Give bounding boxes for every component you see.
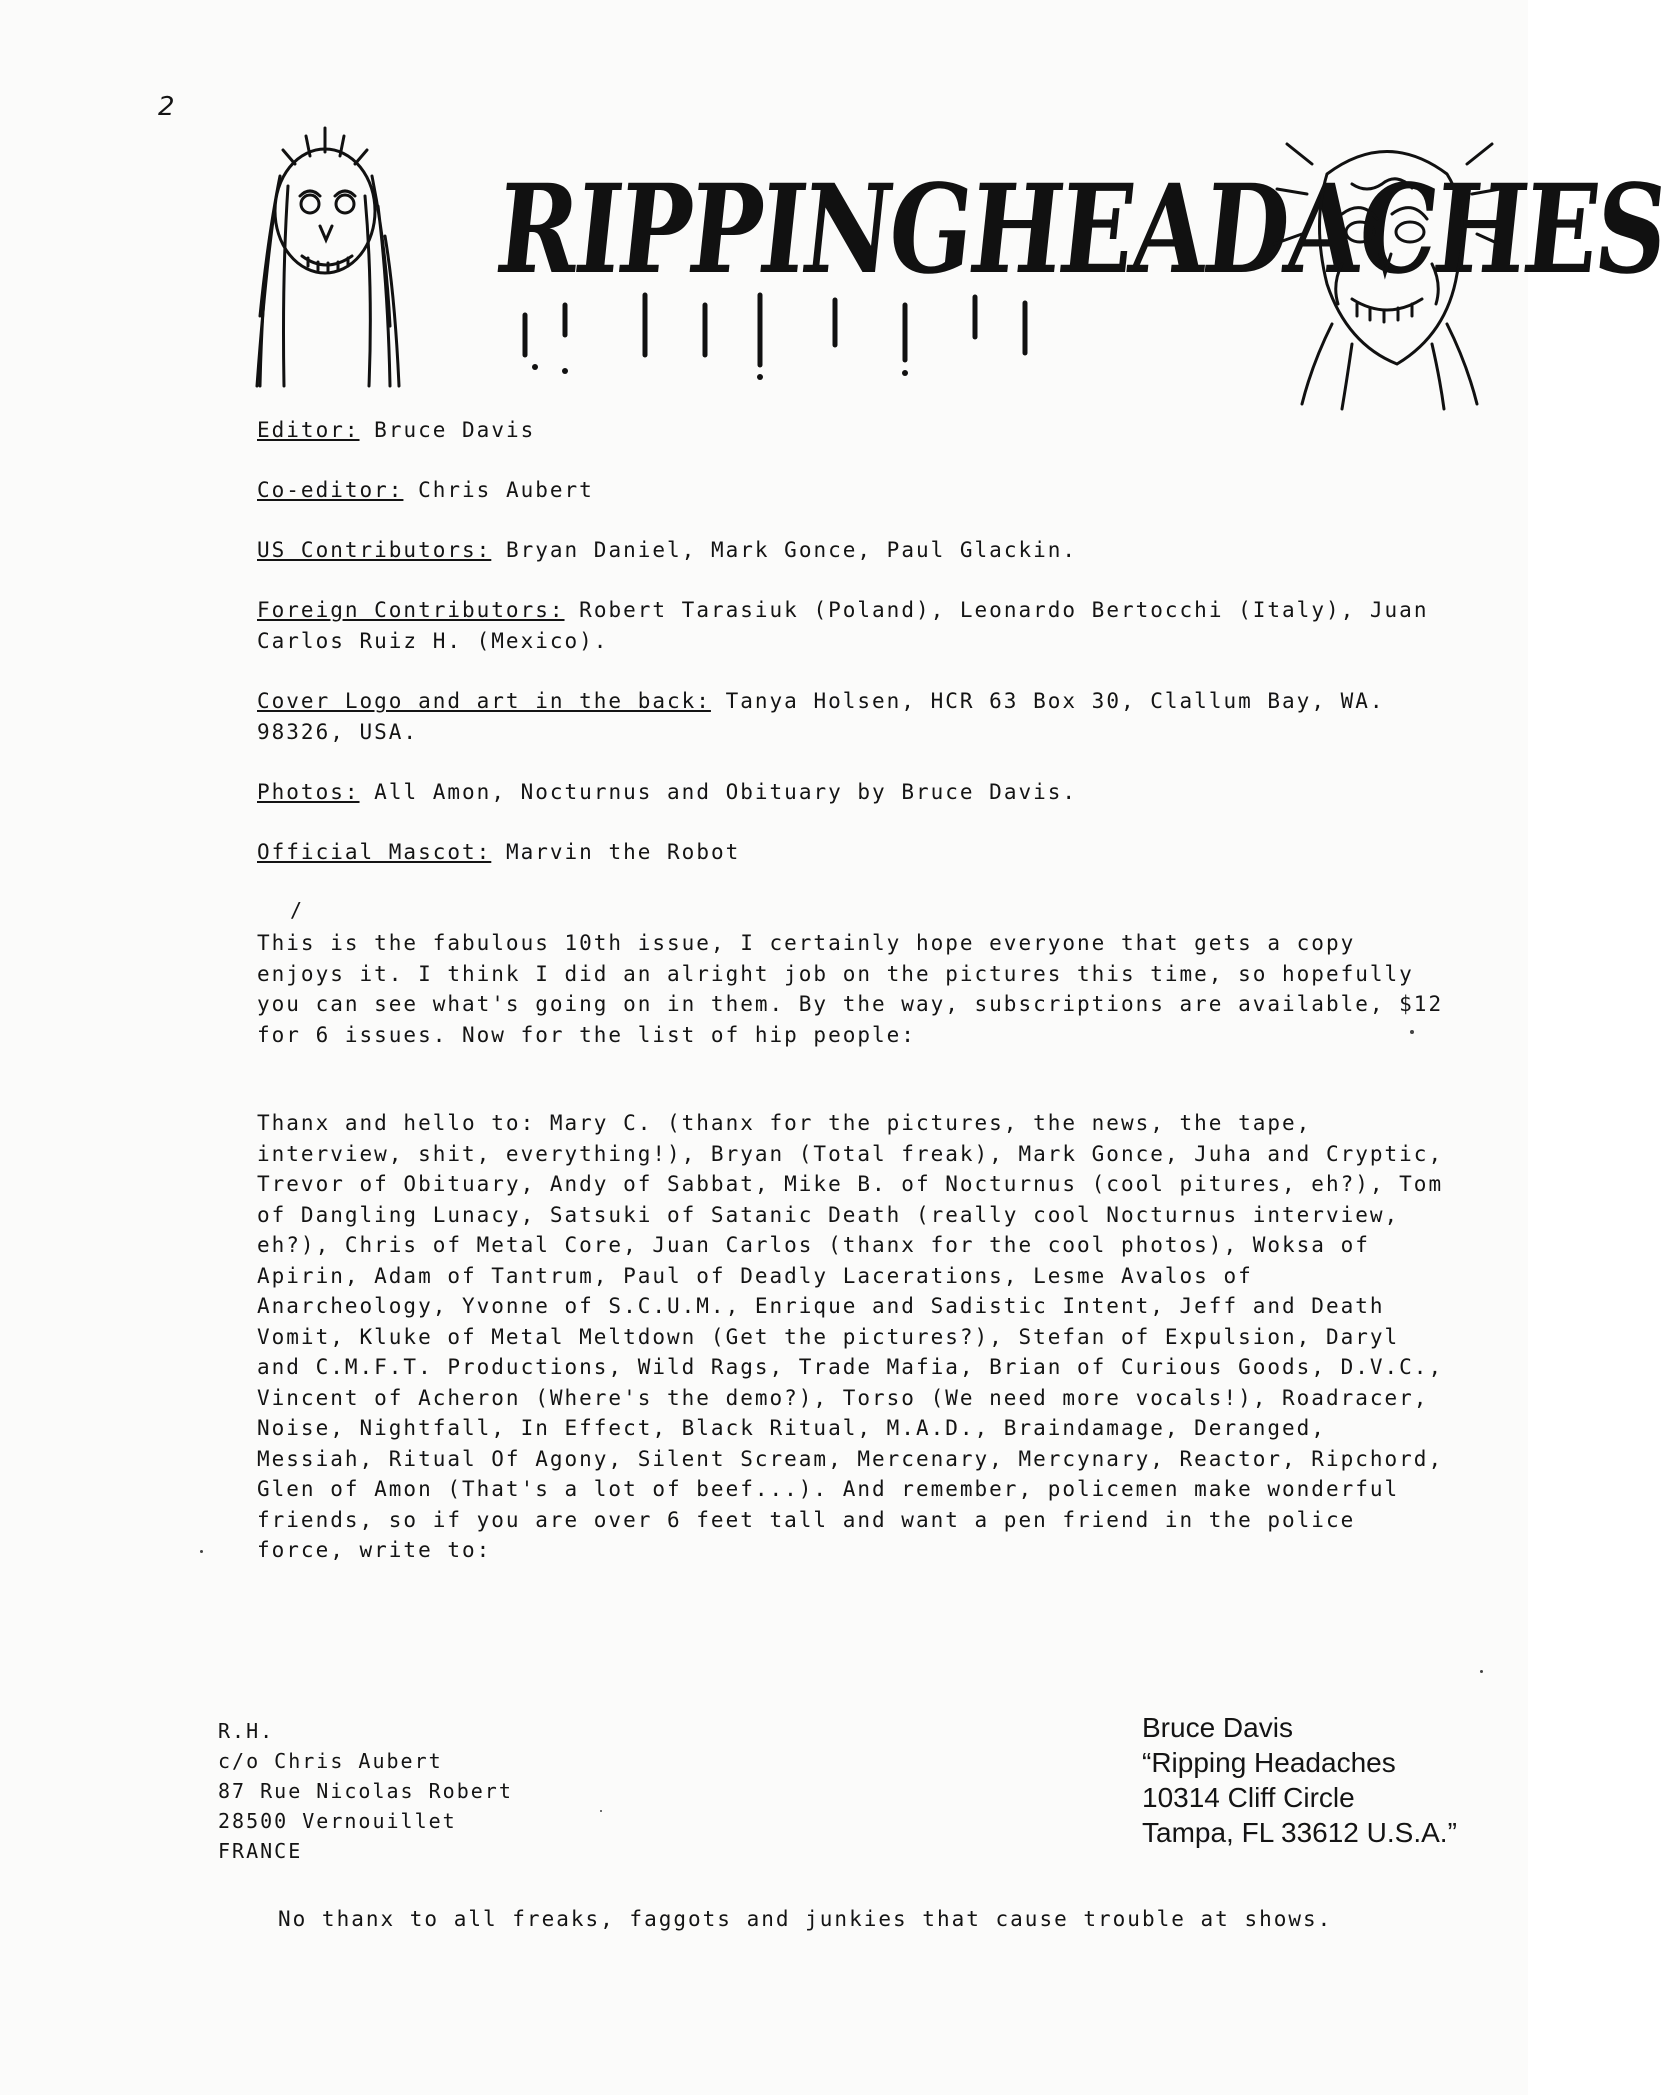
address-line: c/o Chris Aubert <box>218 1749 443 1773</box>
photocopy-speck <box>600 1810 602 1812</box>
credit-label: Cover Logo and art in the back: <box>257 689 711 713</box>
photocopy-speck <box>1480 1670 1483 1673</box>
address-line: Bruce Davis <box>1142 1712 1293 1743</box>
photocopy-speck <box>200 1550 203 1553</box>
right-skull-illustration <box>1272 124 1502 414</box>
intro-paragraph: This is the fabulous 10th issue, I certainly hope everyone that gets a copy enjoys it. I think I did an alright job on the pictures this time, so hopefully you can see what's going on in them. By the way, subscriptions are available, $12 for 6 issues. Now for the list of hip people: <box>257 931 1444 1047</box>
address-usa <box>1142 1710 1457 1850</box>
photocopy-speck <box>1410 1030 1414 1034</box>
address-france <box>218 1716 513 1866</box>
credit-value: Bruce Davis <box>374 418 536 442</box>
credit-label: Editor: <box>257 418 360 442</box>
credit-value: Marvin the Robot <box>505 840 741 864</box>
address-line: 28500 Vernouillet <box>218 1809 457 1833</box>
page-number: 2 <box>158 92 175 122</box>
credit-label: Co-editor: <box>257 478 404 502</box>
credit-label: Foreign Contributors: <box>257 598 565 622</box>
address-line: FRANCE <box>218 1839 303 1863</box>
credit-value: Chris Aubert <box>418 478 594 502</box>
credit-value: Robert Tarasiuk (Poland), Leonardo Bertocchi (Italy), Juan Carlos Ruiz H. (Mexico). <box>257 598 1429 653</box>
credit-editor <box>257 415 1457 446</box>
credit-mascot <box>257 837 1457 868</box>
credits-list <box>257 415 1457 897</box>
masthead <box>230 110 1671 410</box>
credit-label: US Contributors: <box>257 538 492 562</box>
credit-label: Official Mascot: <box>257 840 492 864</box>
address-line: R.H. <box>218 1719 275 1743</box>
credit-foreign-contributors <box>257 595 1457 657</box>
address-line: 87 Rue Nicolas Robert <box>218 1779 513 1803</box>
credit-value: Tanya Holsen, HCR 63 Box 30, Clallum Bay, WA. 98326, USA. <box>257 689 1385 744</box>
credit-photos <box>257 777 1457 808</box>
stray-pen-mark: / <box>290 898 303 922</box>
address-line: 10314 Cliff Circle <box>1142 1782 1355 1813</box>
credit-label: Photos: <box>257 780 360 804</box>
address-line: Tampa, FL 33612 U.S.A.” <box>1142 1817 1457 1848</box>
left-skull-illustration <box>240 116 410 406</box>
closing-line: No thanx to all freaks, faggots and junkies that cause trouble at shows. <box>278 1907 1333 1931</box>
thanx-paragraph: Thanx and hello to: Mary C. (thanx for the pictures, the news, the tape, interview, shit, everything!), Bryan (Total freak), Mark Gonce, Juha and Cryptic, Trevor of Obituary, Andy of Sabbat, Mike B. of Nocturnus (cool pitures, eh?), Tom of Dangling Lunacy, Satsuki of Satanic Death (really cool Nocturnus interview, eh?), Chris of Metal Core, Juan Carlos (thanx for the cool photos), Woksa of Apirin, Adam of Tantrum, Paul of Deadly Lacerations, Lesme Avalos of Anarcheology, Yvonne of S.C.U.M., Enrique and Sadistic Intent, Jeff and Death Vomit, Kluke of Metal Meltdown (Get the pictures?), Stefan of Expulsion, Daryl and C.M.F.T. Productions, Wild Rags, Trade Mafia, Brian of Curious Goods, D.V.C., Vincent of Acheron (Where's the demo?), Torso (We need more vocals!), Roadracer, Noise, Nightfall, In Effect, Black Ritual, M.A.D., Braindamage, Deranged, Messiah, Ritual Of Agony, Silent Scream, Mercenary, Mercynary, Reactor, Ripchord, Glen of Amon (That's a lot of beef...). And remember, policemen make wonderful friends, so if you are over 6 feet tall and want a pen friend in the police force, write to: <box>257 1111 1444 1562</box>
credit-cover-art <box>257 686 1457 748</box>
credit-value: Bryan Daniel, Mark Gonce, Paul Glackin. <box>505 538 1078 562</box>
credit-co-editor <box>257 475 1457 506</box>
address-line: “Ripping Headaches <box>1142 1747 1396 1778</box>
ripping-headaches-logo: RIPPINGHEADACHES <box>489 158 1671 302</box>
credit-us-contributors <box>257 535 1457 566</box>
logo-drip-marks <box>505 285 1065 385</box>
credit-value: All Amon, Nocturnus and Obituary by Bruce Davis. <box>374 780 1078 804</box>
